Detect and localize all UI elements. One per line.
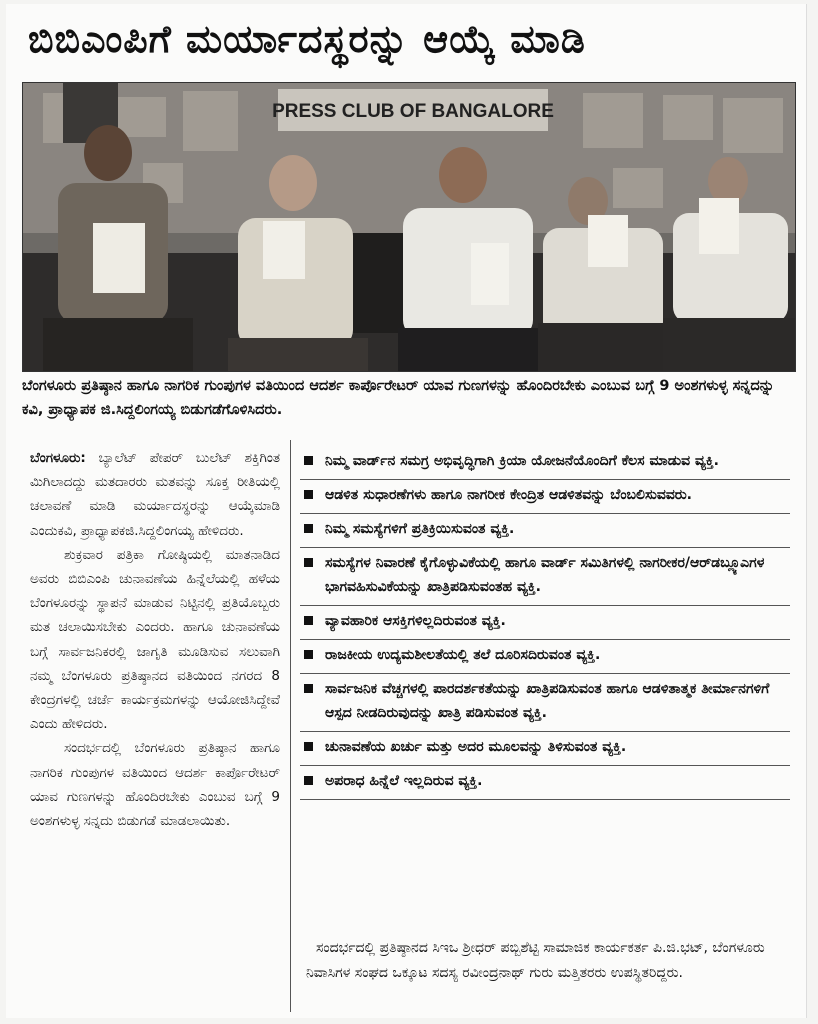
charter-point-text: ಅಪರಾಧ ಹಿನ್ನೆಲೆ ಇಲ್ಲದಿರುವ ವ್ಯಕ್ತಿ. — [325, 773, 483, 789]
charter-point — [300, 446, 790, 480]
headline: ಬಿಬಿಎಂಪಿಗೆ ಮರ್ಯಾದಸ್ಥರನ್ನು ಆಯ್ಕೆ ಮಾಡಿ — [28, 17, 586, 61]
bullet-square-icon — [304, 616, 313, 625]
dateline: ಬೆಂಗಳೂರು: — [30, 450, 86, 466]
charter-point — [300, 766, 790, 800]
article-text-1: ಬ್ಯಾಲೆಟ್ ಪೇಪರ್ ಬುಲೆಟ್ ಶಕ್ತಿಗಿಂತ ಮಿಗಿಲಾದದ್ದು ಮತದಾರರು ಮತವನ್ನು ಸೂಕ್ತ ರೀತಿಯಲ್ಲಿ ಚಲಾವಣೆ ಮಾಡಿ ಮರ್ಯಾದಸ್ಥರನ್ನು ಆಯ್ಕೆಮಾಡಿ ಎಂದುಕವಿ, ಪ್ರಾಧ್ಯಾಪಕಜಿ.ಸಿದ್ದಲಿಂಗಯ್ಯ ಹೇಳಿದರು. — [30, 450, 280, 539]
charter-point-text: ರಾಜಕೀಯ ಉದ್ಯಮಶೀಲತೆಯಲ್ಲಿ ತಲೆ ದೂರಿಸದಿರುವಂತ ವ್ಯಕ್ತಿ. — [325, 647, 601, 663]
article-paragraph-1 — [30, 446, 280, 543]
bullet-square-icon — [304, 558, 313, 567]
article-body — [30, 446, 280, 833]
charter-points — [300, 446, 790, 800]
column-divider — [290, 440, 291, 1012]
charter-point-text: ವ್ಯಾವಹಾರಿಕ ಆಸಕ್ತಿಗಳಿಲ್ಲದಿರುವಂತ ವ್ಯಕ್ತಿ. — [325, 613, 506, 629]
charter-point — [300, 480, 790, 514]
bullet-square-icon — [304, 524, 313, 533]
charter-point-text: ಸಮಸ್ಯೆಗಳ ನಿವಾರಣೆ ಕೈಗೊಳ್ಳುವಿಕೆಯಲ್ಲಿ ಹಾಗೂ ವಾರ್ಡ್ ಸಮಿತಿಗಳಲ್ಲಿ ನಾಗರೀಕರ/ಆರ್‌ಡಬ್ಲ್ಯೂಎಗಳ ಭಾಗವಹಿಸುವಿಕೆಯನ್ನು ಖಾತ್ರಿಪಡಿಸುವಂತಹ ವ್ಯಕ್ತಿ. — [325, 555, 765, 595]
closing-paragraph: ಸಂದರ್ಭದಲ್ಲಿ ಪ್ರತಿಷ್ಠಾನದ ಸಿಇಒ ಶ್ರೀಧರ್ ಪಬ್ಬಿಶೆಟ್ಟಿ ಸಾಮಾಜಿಕ ಕಾರ್ಯಕರ್ತ ಪಿ.ಜಿ.ಭಟ್, ಬೆಂಗಳೂರು ನಿವಾಸಿಗಳ ಸಂಘದ ಒಕ್ಕೂಟ ಸದಸ್ಯ ರವೀಂದ್ರನಾಥ್ ಗುರು ಮತ್ತಿತರರು ಉಪಸ್ಥಿತರಿದ್ದರು. — [306, 940, 765, 981]
article-paragraph-3: ಸಂದರ್ಭದಲ್ಲಿ ಬೆಂಗಳೂರು ಪ್ರತಿಷ್ಠಾನ ಹಾಗೂ ನಾಗರಿಕ ಗುಂಪುಗಳ ವತಿಯಿಂದ ಆದರ್ಶ ಕಾರ್ಪೊರೇಟರ್ ಯಾವ ಗುಣಗಳನ್ನು ಹೊಂದಿರಬೇಕು ಎಂಬುವ ಬಗ್ಗೆ 9 ಅಂಶಗಳುಳ್ಳ ಸನ್ನದು ಬಿಡುಗಡೆ ಮಾಡಲಾಯಿತು. — [30, 740, 280, 830]
bullet-square-icon — [304, 776, 313, 785]
charter-point-text: ನಿಮ್ಮ ವಾರ್ಡ್‌ನ ಸಮಗ್ರ ಅಭಿವೃದ್ಧಿಗಾಗಿ ಕ್ರಿಯಾ ಯೋಜನೆಯೊಂದಿಗೆ ಕೆಲಸ ಮಾಡುವ ವ್ಯಕ್ತಿ. — [325, 453, 719, 469]
press-photo — [22, 82, 796, 372]
charter-point — [300, 548, 790, 606]
bullet-square-icon — [304, 456, 313, 465]
bullet-square-icon — [304, 742, 313, 751]
charter-point — [300, 514, 790, 548]
charter-point-text: ಆಡಳಿತ ಸುಧಾರಣೆಗಳು ಹಾಗೂ ನಾಗರೀಕ ಕೇಂದ್ರಿತ ಆಡಳಿತವನ್ನು ಬೆಂಬಲಿಸುವವರು. — [325, 487, 692, 503]
charter-point — [300, 674, 790, 732]
bullet-square-icon — [304, 684, 313, 693]
bullet-square-icon — [304, 650, 313, 659]
charter-point — [300, 732, 790, 766]
banner-text: PRESS CLUB OF BANGALORE — [272, 101, 554, 122]
charter-point-text: ಸಾರ್ವಜನಿಕ ವೆಚ್ಚಗಳಲ್ಲಿ ಪಾರದರ್ಶಕತೆಯನ್ನು ಖಾತ್ರಿಪಡಿಸುವಂತ ಹಾಗೂ ಆಡಳಿತಾತ್ಮಕ ತೀರ್ಮಾನಗಳಿಗೆ ಆಸ್ಪದ ನೀಡದಿರುವುದನ್ನು ಖಾತ್ರಿ ಪಡಿಸುವಂತ ವ್ಯಕ್ತಿ. — [325, 681, 770, 721]
charter-point — [300, 606, 790, 640]
charter-point — [300, 640, 790, 674]
charter-point-text: ನಿಮ್ಮ ಸಮಸ್ಯೆಗಳಿಗೆ ಪ್ರತಿಕ್ರಿಯಿಸುವಂತ ವ್ಯಕ್ತಿ. — [325, 521, 515, 537]
charter-point-text: ಚುನಾವಣೆಯ ಖರ್ಚು ಮತ್ತು ಅದರ ಮೂಲವನ್ನು ತಿಳಿಸುವಂತ ವ್ಯಕ್ತಿ. — [325, 739, 627, 755]
article-paragraph-2: ಶುಕ್ರವಾರ ಪತ್ರಿಕಾ ಗೋಷ್ಠಿಯಲ್ಲಿ ಮಾತನಾಡಿದ ಅವರು ಬಿಬಿಎಂಪಿ ಚುನಾವಣೆಯ ಹಿನ್ನೆಲೆಯಲ್ಲಿ ಹಳೆಯ ಬೆಂಗಳೂರನ್ನು ಸ್ಥಾಪನೆ ಮಾಡುವ ನಿಟ್ಟಿನಲ್ಲಿ ಪ್ರತಿಯೊಬ್ಬರು ಮತ ಚಲಾಯಿಸಬೇಕು ಎಂದರು. ಹಾಗೂ ಚುನಾವಣೆಯ ಬಗ್ಗೆ ಸಾರ್ವಜನಿಕರಲ್ಲಿ ಜಾಗೃತಿ ಮೂಡಿಸುವ ಸಲುವಾಗಿ ನಮ್ಮ ಬೆಂಗಳೂರು ಪ್ರತಿಷ್ಠಾನದ ವತಿಯಿಂದ ನಗರದ 8 ಕೇಂದ್ರಗಳಲ್ಲಿ ಚರ್ಚೆ ಕಾರ್ಯಕ್ರಮಗಳನ್ನು ಆಯೋಜಿಸಿದ್ದೇವೆ ಎಂದು ಹೇಳಿದರು. — [30, 546, 280, 733]
bullet-square-icon — [304, 490, 313, 499]
photo-caption: ಬೆಂಗಳೂರು ಪ್ರತಿಷ್ಠಾನ ಹಾಗೂ ನಾಗರಿಕ ಗುಂಪುಗಳ ವತಿಯಿಂದ ಆದರ್ಶ ಕಾರ್ಪೊರೇಟರ್ ಯಾವ ಗುಣಗಳನ್ನು ಹೊಂದಿರಬೇಕು ಎಂಬುವ ಬಗ್ಗೆ 9 ಅಂಶಗಳುಳ್ಳ ಸನ್ನದನ್ನು ಕವಿ, ಪ್ರಾಧ್ಯಾಪಕ ಜಿ.ಸಿದ್ದಲಿಂಗಯ್ಯ ಬಿಡುಗಡೆಗೊಳಿಸಿದರು. — [22, 378, 775, 418]
